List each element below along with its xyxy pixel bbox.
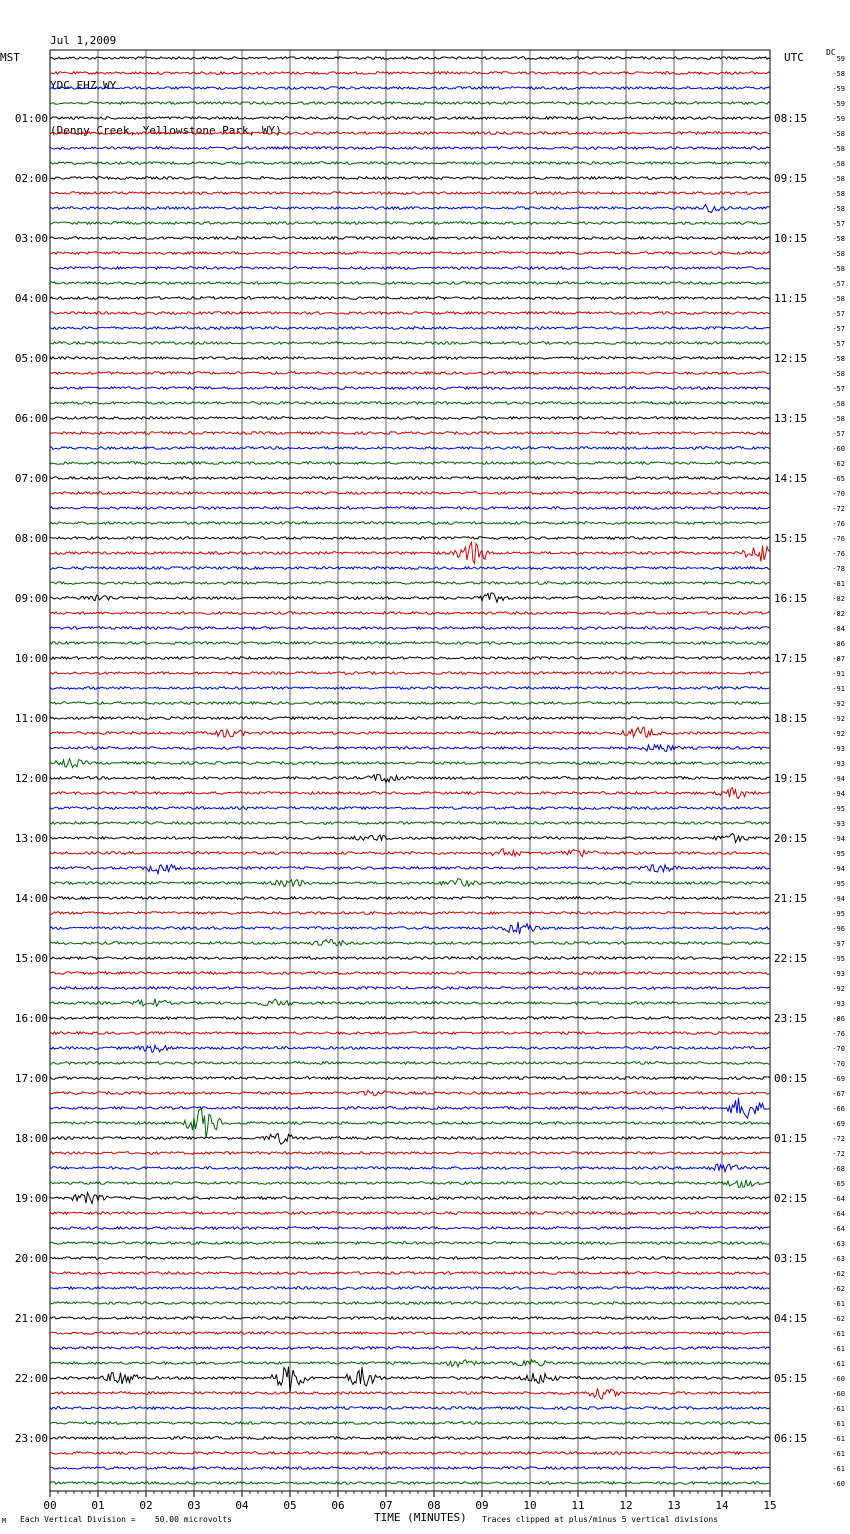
dc-offset-label: -66: [832, 1105, 845, 1113]
seismic-trace: [50, 402, 770, 405]
x-tick-label: 06: [331, 1499, 345, 1512]
seismic-trace: [50, 759, 770, 768]
mst-label: MST: [0, 51, 20, 64]
scale-mark: M: [2, 1517, 7, 1525]
utc-hour-label: 18:15: [774, 712, 808, 725]
seismic-trace: [50, 1062, 770, 1065]
dc-offset-label: -95: [832, 880, 845, 888]
seismic-trace: [50, 642, 770, 645]
dc-offset-label: -69: [832, 1075, 845, 1083]
seismic-trace: [50, 1257, 770, 1260]
seismic-trace: [50, 1367, 770, 1393]
x-tick-label: 15: [763, 1499, 777, 1512]
dc-offset-label: -86: [832, 640, 845, 648]
seismic-trace: [50, 1242, 770, 1245]
seismic-trace: [50, 447, 770, 450]
chart-date: Jul 1,2009: [50, 34, 117, 47]
mst-hour-label: 11:00: [14, 712, 48, 725]
seismic-trace: [50, 537, 770, 540]
dc-offset-label: -57: [832, 325, 845, 333]
dc-offset-label: -61: [832, 1360, 845, 1368]
dc-offset-label: -68: [832, 1165, 845, 1173]
dc-offset-label: -58: [832, 235, 845, 243]
seismic-trace: [50, 1388, 770, 1399]
seismic-trace: [50, 1152, 770, 1155]
seismic-trace: [50, 282, 770, 285]
dc-offset-label: -58: [832, 370, 845, 378]
dc-offset-label: -93: [832, 760, 845, 768]
dc-label: DC: [826, 48, 836, 57]
dc-offset-label: -63: [832, 1255, 845, 1263]
seismic-trace: [50, 582, 770, 585]
seismic-trace: [50, 357, 770, 360]
seismic-trace: [50, 1017, 770, 1020]
mst-hour-label: 06:00: [14, 412, 48, 425]
seismic-trace: [50, 192, 770, 195]
x-tick-label: 08: [427, 1499, 441, 1512]
utc-hour-label: 16:15: [774, 592, 808, 605]
dc-offset-label: -94: [832, 835, 845, 843]
dc-offset-label: -72: [832, 1135, 845, 1143]
dc-offset-label: -58: [832, 190, 845, 198]
mst-hour-label: 12:00: [14, 772, 48, 785]
utc-hour-label: 08:15: [774, 112, 808, 125]
dc-offset-label: -58: [832, 175, 845, 183]
seismic-trace: [50, 1482, 770, 1485]
utc-label: UTC: [784, 51, 804, 64]
dc-offset-label: -84: [832, 625, 845, 633]
seismic-trace: [50, 205, 770, 213]
seismic-trace: [50, 1452, 770, 1455]
utc-hour-label: 21:15: [774, 892, 808, 905]
seismic-trace: [50, 1360, 770, 1367]
mst-hour-label: 05:00: [14, 352, 48, 365]
mst-hour-label: 03:00: [14, 232, 48, 245]
dc-offset-label: -94: [832, 865, 845, 873]
seismic-trace: [50, 774, 770, 782]
x-tick-label: 00: [43, 1499, 57, 1512]
seismic-trace: [50, 417, 770, 420]
dc-offset-label: -94: [832, 790, 845, 798]
dc-offset-label: -63: [832, 1240, 845, 1248]
seismic-trace: [50, 849, 770, 857]
dc-offset-label: -95: [832, 955, 845, 963]
seismic-trace: [50, 1164, 770, 1171]
dc-offset-label: -70: [832, 490, 845, 498]
seismic-trace: [50, 1032, 770, 1035]
dc-offset-label: -61: [832, 1345, 845, 1353]
seismic-trace: [50, 1287, 770, 1290]
dc-offset-label: -97: [832, 940, 845, 948]
dc-offset-label: -61: [832, 1420, 845, 1428]
dc-offset-label: -81: [832, 580, 845, 588]
dc-offset-label: -58: [832, 355, 845, 363]
dc-offset-label: -95: [832, 910, 845, 918]
seismic-trace: [50, 788, 770, 799]
mst-hour-label: 15:00: [14, 952, 48, 965]
dc-offset-label: -58: [832, 70, 845, 78]
seismic-trace: [50, 999, 770, 1007]
x-tick-label: 07: [379, 1499, 393, 1512]
dc-offset-label: -64: [832, 1195, 845, 1203]
dc-offset-label: -86: [832, 1015, 845, 1023]
seismic-trace: [50, 162, 770, 165]
x-tick-label: 13: [667, 1499, 681, 1512]
seismic-trace: [50, 972, 770, 975]
dc-offset-label: -57: [832, 340, 845, 348]
utc-hour-label: 03:15: [774, 1252, 808, 1265]
dc-offset-label: -62: [832, 1285, 845, 1293]
seismic-trace: [50, 807, 770, 810]
dc-offset-label: -58: [832, 160, 845, 168]
seismic-trace: [50, 327, 770, 330]
mst-hour-label: 13:00: [14, 832, 48, 845]
utc-hour-label: 15:15: [774, 532, 808, 545]
seismic-trace: [50, 1180, 770, 1188]
utc-hour-label: 09:15: [774, 172, 808, 185]
seismic-trace: [50, 387, 770, 390]
x-tick-label: 01: [91, 1499, 105, 1512]
dc-offset-label: -58: [832, 295, 845, 303]
seismic-trace: [50, 1437, 770, 1440]
seismic-trace: [50, 912, 770, 915]
dc-offset-label: -76: [832, 520, 845, 528]
mst-hour-label: 01:00: [14, 112, 48, 125]
seismic-trace: [50, 522, 770, 525]
dc-offset-label: -60: [832, 445, 845, 453]
dc-offset-label: -64: [832, 1210, 845, 1218]
dc-offset-label: -91: [832, 685, 845, 693]
seismic-trace: [50, 879, 770, 887]
dc-offset-label: -59: [832, 115, 845, 123]
mst-hour-label: 07:00: [14, 472, 48, 485]
dc-offset-label: -72: [832, 1150, 845, 1158]
x-tick-label: 11: [571, 1499, 585, 1512]
dc-offset-label: -58: [832, 400, 845, 408]
seismic-trace: [50, 1045, 770, 1052]
dc-offset-label: -65: [832, 475, 845, 483]
dc-offset-label: -76: [832, 535, 845, 543]
seismic-trace: [50, 897, 770, 900]
utc-hour-label: 00:15: [774, 1072, 808, 1085]
seismic-trace: [50, 372, 770, 375]
seismic-trace: [50, 1347, 770, 1350]
dc-offset-label: -57: [832, 280, 845, 288]
seismic-trace: [50, 1227, 770, 1230]
dc-offset-label: -64: [832, 1225, 845, 1233]
dc-offset-label: -67: [832, 1090, 845, 1098]
seismic-trace: [50, 542, 770, 563]
dc-offset-label: -62: [832, 1315, 845, 1323]
seismic-trace: [50, 727, 770, 737]
seismic-trace: [50, 1467, 770, 1470]
dc-offset-label: -92: [832, 730, 845, 738]
seismic-trace: [50, 702, 770, 705]
mst-hour-label: 14:00: [14, 892, 48, 905]
seismic-trace: [50, 342, 770, 345]
utc-hour-label: 14:15: [774, 472, 808, 485]
x-tick-label: 02: [139, 1499, 153, 1512]
dc-offset-label: 59: [836, 55, 845, 63]
seismic-trace: [50, 1090, 770, 1095]
dc-offset-label: -76: [832, 1030, 845, 1038]
seismic-trace: [50, 507, 770, 510]
utc-hour-label: 01:15: [774, 1132, 808, 1145]
dc-offset-label: -65: [832, 1180, 845, 1188]
mst-hour-label: 08:00: [14, 532, 48, 545]
dc-offset-label: -57: [832, 385, 845, 393]
utc-hour-label: 17:15: [774, 652, 808, 665]
seismic-trace: [50, 745, 770, 752]
dc-offset-label: -93: [832, 970, 845, 978]
dc-offset-label: -70: [832, 1060, 845, 1068]
seismic-trace: [50, 672, 770, 675]
dc-offset-label: -61: [832, 1405, 845, 1413]
seismic-trace: [50, 102, 770, 105]
x-tick-label: 10: [523, 1499, 537, 1512]
dc-offset-label: -72: [832, 505, 845, 513]
seismic-trace: [50, 132, 770, 135]
seismic-trace: [50, 922, 770, 934]
dc-offset-label: -58: [832, 205, 845, 213]
seismic-trace: [50, 1407, 770, 1410]
mst-hour-label: 09:00: [14, 592, 48, 605]
dc-offset-label: -58: [832, 250, 845, 258]
utc-hour-label: 20:15: [774, 832, 808, 845]
dc-offset-label: -57: [832, 220, 845, 228]
utc-hour-label: 22:15: [774, 952, 808, 965]
mst-hour-label: 10:00: [14, 652, 48, 665]
seismic-trace: [50, 957, 770, 960]
dc-offset-label: -58: [832, 130, 845, 138]
seismic-trace: [50, 1317, 770, 1320]
dc-offset-label: -61: [832, 1435, 845, 1443]
dc-offset-label: -62: [832, 460, 845, 468]
dc-offset-label: -82: [832, 595, 845, 603]
seismic-trace: [50, 627, 770, 630]
utc-hour-label: 06:15: [774, 1432, 808, 1445]
seismic-trace: [50, 657, 770, 660]
seismic-trace: [50, 222, 770, 225]
seismic-trace: [50, 717, 770, 720]
seismic-trace: [50, 1332, 770, 1335]
dc-offset-label: -58: [832, 265, 845, 273]
dc-offset-label: -59: [832, 100, 845, 108]
dc-offset-label: -57: [832, 310, 845, 318]
mst-hour-label: 22:00: [14, 1372, 48, 1385]
dc-offset-label: -78: [832, 565, 845, 573]
station-code: YDC EHZ WY: [50, 79, 117, 92]
seismic-trace: [50, 432, 770, 435]
seismic-trace: [50, 822, 770, 825]
seismic-trace: [50, 117, 770, 120]
vertical-division-note: Each Vertical Division = 50.00 microvolts: [20, 1515, 232, 1524]
utc-hour-label: 04:15: [774, 1312, 808, 1325]
dc-offset-label: -61: [832, 1450, 845, 1458]
x-tick-label: 04: [235, 1499, 249, 1512]
seismic-trace: [50, 252, 770, 255]
x-tick-label: 14: [715, 1499, 729, 1512]
mst-hour-label: 19:00: [14, 1192, 48, 1205]
dc-offset-label: -60: [832, 1480, 845, 1488]
dc-offset-label: -93: [832, 820, 845, 828]
dc-offset-label: -94: [832, 895, 845, 903]
dc-offset-label: -92: [832, 700, 845, 708]
mst-hour-label: 17:00: [14, 1072, 48, 1085]
seismic-trace: [50, 1133, 770, 1144]
dc-offset-label: -60: [832, 1390, 845, 1398]
seismic-trace: [50, 177, 770, 180]
seismic-trace: [50, 57, 770, 60]
dc-offset-label: -61: [832, 1465, 845, 1473]
x-tick-label: 09: [475, 1499, 489, 1512]
dc-offset-label: -59: [832, 85, 845, 93]
seismic-trace: [50, 72, 770, 75]
utc-hour-label: 05:15: [774, 1372, 808, 1385]
dc-offset-label: -58: [832, 415, 845, 423]
dc-offset-label: -92: [832, 715, 845, 723]
dc-offset-label: -76: [832, 550, 845, 558]
seismic-trace: [50, 567, 770, 570]
utc-hour-label: 12:15: [774, 352, 808, 365]
seismic-trace: [50, 462, 770, 465]
utc-hour-label: 10:15: [774, 232, 808, 245]
seismic-trace: [50, 1302, 770, 1305]
dc-offset-label: -58: [832, 145, 845, 153]
seismic-trace: [50, 1212, 770, 1215]
x-axis-title: TIME (MINUTES): [374, 1511, 467, 1524]
seismic-trace: [50, 987, 770, 990]
dc-offset-label: -62: [832, 1270, 845, 1278]
utc-hour-label: 13:15: [774, 412, 808, 425]
dc-offset-label: -57: [832, 430, 845, 438]
dc-offset-label: -93: [832, 1000, 845, 1008]
dc-offset-label: -61: [832, 1300, 845, 1308]
station-location: (Denny Creek, Yellowstone Park, WY): [50, 124, 282, 137]
seismic-trace: [50, 1109, 770, 1138]
mst-hour-label: 02:00: [14, 172, 48, 185]
mst-hour-label: 20:00: [14, 1252, 48, 1265]
x-tick-label: 03: [187, 1499, 201, 1512]
seismic-trace: [50, 687, 770, 690]
seismic-trace: [50, 492, 770, 495]
seismic-trace: [50, 267, 770, 270]
seismic-trace: [50, 834, 770, 843]
mst-hour-label: 21:00: [14, 1312, 48, 1325]
dc-offset-label: -70: [832, 1045, 845, 1053]
dc-offset-label: -96: [832, 925, 845, 933]
seismic-trace: [50, 1422, 770, 1425]
seismic-trace: [50, 87, 770, 90]
dc-offset-label: -94: [832, 775, 845, 783]
seismic-trace: [50, 1193, 770, 1204]
utc-hour-label: 11:15: [774, 292, 808, 305]
seismic-trace: [50, 312, 770, 315]
dc-offset-label: -82: [832, 610, 845, 618]
mst-hour-label: 18:00: [14, 1132, 48, 1145]
dc-offset-label: -69: [832, 1120, 845, 1128]
dc-offset-label: -60: [832, 1375, 845, 1383]
mst-hour-label: 04:00: [14, 292, 48, 305]
seismic-trace: [50, 1077, 770, 1080]
x-tick-label: 05: [283, 1499, 297, 1512]
dc-offset-label: -93: [832, 745, 845, 753]
seismic-trace: [50, 612, 770, 615]
dc-offset-label: -95: [832, 805, 845, 813]
x-tick-label: 12: [619, 1499, 633, 1512]
seismic-trace: [50, 147, 770, 150]
seismic-trace: [50, 297, 770, 300]
clip-note: Traces clipped at plus/minus 5 vertical divisions: [482, 1515, 719, 1524]
dc-offset-label: -91: [832, 670, 845, 678]
seismic-trace: [50, 593, 770, 602]
seismic-trace: [50, 865, 770, 874]
utc-hour-label: 23:15: [774, 1012, 808, 1025]
seismic-trace: [50, 237, 770, 240]
utc-hour-label: 19:15: [774, 772, 808, 785]
seismic-trace: [50, 1272, 770, 1275]
seismic-trace: [50, 939, 770, 945]
utc-hour-label: 02:15: [774, 1192, 808, 1205]
dc-offset-label: -61: [832, 1330, 845, 1338]
mst-hour-label: 23:00: [14, 1432, 48, 1445]
dc-offset-label: -92: [832, 985, 845, 993]
mst-hour-label: 16:00: [14, 1012, 48, 1025]
seismic-trace: [50, 477, 770, 480]
seismic-trace: [50, 1098, 770, 1118]
dc-offset-label: -87: [832, 655, 845, 663]
dc-offset-label: -95: [832, 850, 845, 858]
